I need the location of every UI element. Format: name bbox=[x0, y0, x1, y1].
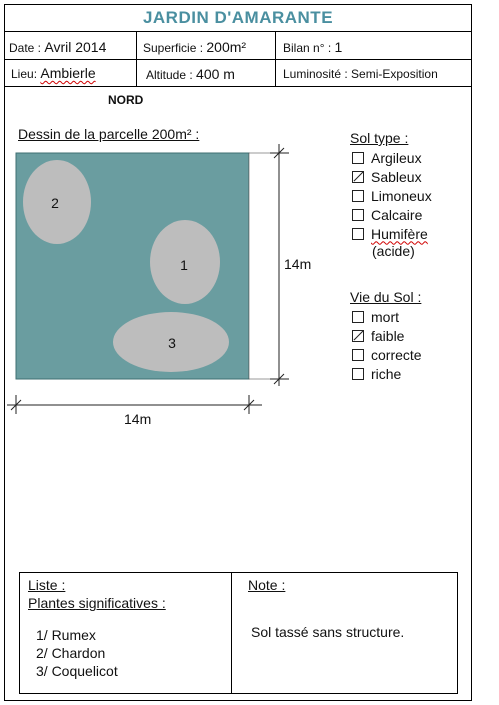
date-field: Date : Avril 2014 bbox=[9, 39, 107, 55]
sol-option-calcaire[interactable] bbox=[352, 205, 472, 224]
option-label: Humifère bbox=[371, 225, 428, 242]
option-label: riche bbox=[371, 365, 402, 382]
divider bbox=[4, 59, 472, 60]
option-label: faible bbox=[371, 327, 405, 344]
checkbox[interactable] bbox=[352, 209, 364, 221]
divider bbox=[4, 86, 472, 87]
vie-du-sol-heading: Vie du Sol : bbox=[350, 289, 422, 305]
vie-option-correcte[interactable] bbox=[352, 345, 472, 364]
sol-option-humifere[interactable] bbox=[352, 224, 472, 243]
liste-heading: Liste : bbox=[28, 577, 66, 593]
plot-unplanted-strip bbox=[249, 153, 279, 379]
note-text: Sol tassé sans structure. bbox=[251, 624, 405, 640]
sol-option-limoneux[interactable] bbox=[352, 186, 472, 205]
zone-3-label: 3 bbox=[168, 335, 176, 351]
list-item: 1/ Rumex bbox=[36, 627, 96, 643]
list-item: 2/ Chardon bbox=[36, 645, 106, 661]
bilan-field: Bilan n° : 1 bbox=[283, 39, 343, 55]
width-dimension-label: 14m bbox=[124, 411, 152, 427]
checkbox-checked[interactable] bbox=[352, 330, 364, 342]
sol-type-options bbox=[352, 148, 472, 261]
checkbox[interactable] bbox=[352, 311, 364, 323]
sol-type-heading: Sol type : bbox=[350, 130, 409, 146]
altitude-field: Altitude : 400 m bbox=[146, 66, 235, 82]
north-label: NORD bbox=[108, 93, 144, 107]
superficie-field: Superficie : 200m² bbox=[143, 39, 247, 55]
vie-option-riche[interactable] bbox=[352, 364, 472, 383]
list-item: 3/ Coquelicot bbox=[36, 663, 118, 679]
height-dimension-label: 14m bbox=[284, 256, 312, 272]
page-title: JARDIN D'AMARANTE bbox=[142, 7, 334, 27]
note-heading: Note : bbox=[248, 577, 286, 593]
luminosite-field: Luminosité : Semi-Exposition bbox=[283, 67, 438, 81]
option-label: Argileux bbox=[371, 149, 422, 166]
lieu-field: Lieu: Ambierle bbox=[11, 65, 96, 81]
checkbox[interactable] bbox=[352, 152, 364, 164]
option-label: Sableux bbox=[371, 168, 422, 185]
option-label: correcte bbox=[371, 346, 422, 363]
plot-title: Dessin de la parcelle 200m² : bbox=[18, 126, 200, 142]
divider bbox=[231, 572, 232, 694]
divider bbox=[4, 31, 472, 32]
option-label: Calcaire bbox=[371, 206, 423, 223]
vie-option-faible[interactable] bbox=[352, 326, 472, 345]
liste-subheading: Plantes significatives : bbox=[28, 595, 166, 611]
vie-option-mort[interactable] bbox=[352, 307, 472, 326]
checkbox-checked[interactable] bbox=[352, 171, 364, 183]
checkbox[interactable] bbox=[352, 368, 364, 380]
plot-drawing bbox=[0, 140, 300, 430]
zone-2-label: 2 bbox=[51, 195, 59, 211]
option-label: Limoneux bbox=[371, 187, 432, 204]
zone-1-label: 1 bbox=[180, 257, 188, 273]
option-label: mort bbox=[371, 308, 399, 325]
option-label-continued: (acide) bbox=[372, 243, 415, 259]
sol-option-argileux[interactable] bbox=[352, 148, 472, 167]
checkbox[interactable] bbox=[352, 190, 364, 202]
sol-option-sableux[interactable] bbox=[352, 167, 472, 186]
checkbox[interactable] bbox=[352, 228, 364, 240]
vie-du-sol-options bbox=[352, 307, 472, 383]
checkbox[interactable] bbox=[352, 349, 364, 361]
